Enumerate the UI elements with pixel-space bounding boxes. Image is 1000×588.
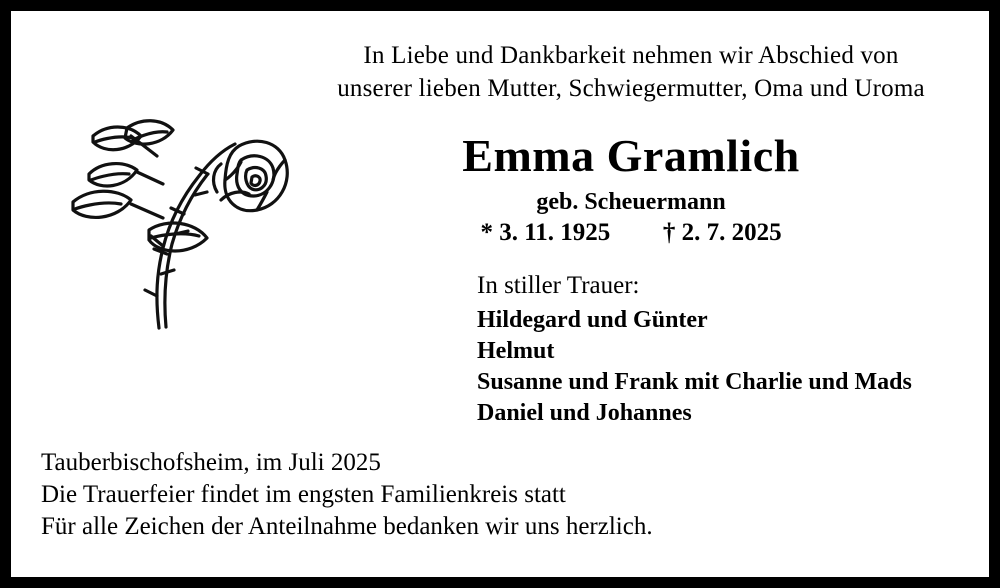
deceased-name: Emma Gramlich xyxy=(462,130,800,181)
intro-text xyxy=(321,39,941,105)
mourners-title: In stiller Trauer: xyxy=(477,272,640,299)
rose-branch-icon xyxy=(71,96,291,336)
border-top xyxy=(0,0,1000,11)
list-item: Daniel und Johannes xyxy=(477,400,692,426)
place-and-date: Tauberbischofsheim, im Juli 2025 xyxy=(41,449,381,476)
list-item: Hildegard und Günter xyxy=(477,307,708,333)
list-item: Helmut xyxy=(477,338,555,364)
birth-date: * 3. 11. 1925 xyxy=(480,219,611,246)
intro-line-2: unserer lieben Mutter, Schwiegermutter, Oma und Uroma xyxy=(337,75,925,102)
life-dates xyxy=(321,219,941,247)
maiden-name: geb. Scheuermann xyxy=(536,189,726,215)
footer-block xyxy=(41,447,941,543)
ceremony-note: Die Trauerfeier findet im engsten Familienkreis statt xyxy=(41,481,566,508)
border-right xyxy=(989,0,1000,588)
list-item: Susanne und Frank mit Charlie und Mads xyxy=(477,369,912,395)
intro-line-1: In Liebe und Dankbarkeit nehmen wir Abschied von xyxy=(363,42,899,69)
notice-body xyxy=(11,11,989,577)
death-date: † 2. 7. 2025 xyxy=(662,219,782,246)
mourners-list xyxy=(477,305,987,429)
thanks-note: Für alle Zeichen der Anteilnahme bedanken wir uns herzlich. xyxy=(41,513,653,540)
border-left xyxy=(0,0,11,588)
border-bottom xyxy=(0,577,1000,588)
mourners-block xyxy=(477,269,987,429)
